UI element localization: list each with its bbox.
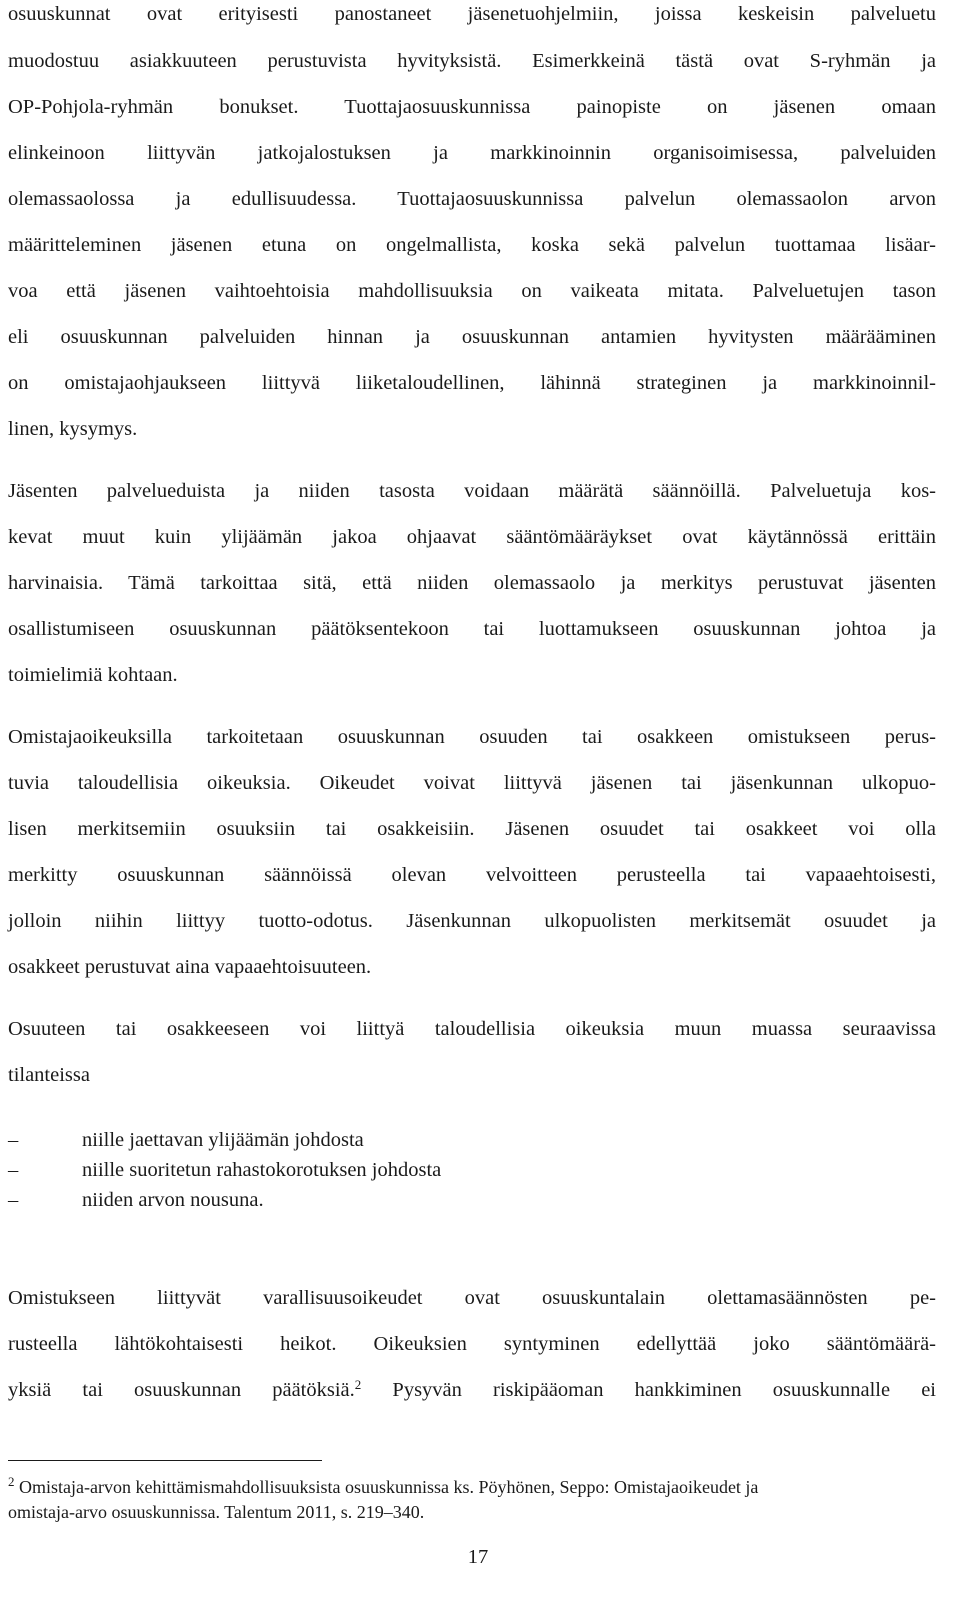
text-line: Osuuteen tai osakkeeseen voi liittyä taloudellisia oikeuksia muun muassa seuraavissa: [8, 1018, 936, 1040]
text-line: määritteleminen jäsenen etuna on ongelmallista, koska sekä palvelun tuottamaa lisäar-: [8, 234, 936, 256]
text-line: merkitty osuuskunnan säännöissä olevan velvoitteen perusteella tai vapaaehtoisesti,: [8, 864, 936, 886]
footnote-line: [8, 1476, 936, 1498]
list-item: [8, 1128, 608, 1152]
list-item-text: niiden arvon nousuna.: [82, 1189, 264, 1211]
dash-marker: –: [8, 1189, 19, 1211]
text-line: lisen merkitsemiin osuuksiin tai osakkeisiin. Jäsenen osuudet tai osakkeet voi olla: [8, 818, 936, 840]
footnote-text: Omistaja-arvon kehittämismahdollisuuksista osuuskunnissa ks. Pöyhönen, Seppo: Omistajaoikeudet ja: [14, 1477, 759, 1497]
text-line: Omistajaoikeuksilla tarkoitetaan osuuskunnan osuuden tai osakkeen omistukseen perus-: [8, 726, 936, 748]
text-line: [8, 1378, 936, 1402]
text-line: on omistajaohjaukseen liittyvä liiketaloudellinen, lähinnä strateginen ja markkinoinnil-: [8, 372, 936, 394]
dash-marker: –: [8, 1159, 19, 1181]
text-line: kevat muut kuin ylijäämän jakoa ohjaavat sääntömääräykset ovat käytännössä erittäin: [8, 526, 936, 548]
text-segment: yksiä tai osuuskunnan päätöksiä.: [8, 1379, 355, 1401]
text-line: osakkeet perustuvat aina vapaaehtoisuuteen.: [8, 956, 372, 978]
footnote-separator: [8, 1460, 322, 1461]
list-item-text: niille jaettavan ylijäämän johdosta: [82, 1129, 364, 1151]
footnote-line: omistaja-arvo osuuskunnissa. Talentum 2011, s. 219–340.: [8, 1502, 425, 1522]
text-line: Jäsenten palvelueduista ja niiden tasosta voidaan määrätä säännöillä. Palveluetuja kos-: [8, 480, 936, 502]
dash-marker: –: [8, 1129, 19, 1151]
text-line: Omistukseen liittyvät varallisuusoikeudet ovat osuuskuntalain olettamasäännösten pe-: [8, 1287, 936, 1309]
text-line: jolloin niihin liittyy tuotto-odotus. Jäsenkunnan ulkopuolisten merkitsemät osuudet ja: [8, 910, 936, 932]
text-line: muodostuu asiakkuuteen perustuvista hyvityksistä. Esimerkkeinä tästä ovat S-ryhmän ja: [8, 50, 936, 72]
text-line: toimielimiä kohtaan.: [8, 664, 178, 686]
text-line: eli osuuskunnan palveluiden hinnan ja osuuskunnan antamien hyvitysten määrääminen: [8, 326, 936, 348]
page-number: 17: [467, 1546, 489, 1568]
text-line: rusteella lähtökohtaisesti heikot. Oikeuksien syntyminen edellyttää joko sääntömäärä-: [8, 1333, 936, 1355]
text-line: linen, kysymys.: [8, 418, 138, 440]
footnote-marker: 2: [8, 1474, 15, 1489]
text-line: tuvia taloudellisia oikeuksia. Oikeudet voivat liittyvä jäsenen tai jäsenkunnan ulkopuo-: [8, 772, 936, 794]
text-line: voa että jäsenen vaihtoehtoisia mahdollisuuksia on vaikeata mitata. Palveluetujen tason: [8, 280, 936, 302]
footnote-reference[interactable]: 2: [354, 1377, 362, 1392]
text-line: elinkeinoon liittyvän jatkojalostuksen ja markkinoinnin organisoimisessa, palveluiden: [8, 142, 936, 164]
text-line: osuuskunnat ovat erityisesti panostaneet jäsenetuohjelmiin, joissa keskeisin palveluetu: [8, 3, 936, 25]
text-line: tilanteissa: [8, 1064, 90, 1086]
list-item: [8, 1188, 608, 1212]
text-line: OP-Pohjola-ryhmän bonukset. Tuottajaosuuskunnissa painopiste on jäsenen omaan: [8, 96, 936, 118]
text-line: olemassaolossa ja edullisuudessa. Tuottajaosuuskunnissa palvelun olemassaolon arvon: [8, 188, 936, 210]
text-line: osallistumiseen osuuskunnan päätöksentekoon tai luottamukseen osuuskunnan johtoa ja: [8, 618, 936, 640]
list-item-text: niille suoritetun rahastokorotuksen johdosta: [82, 1159, 442, 1181]
text-segment: Pysyvän riskipääoman hankkiminen osuuskunnalle ei: [361, 1379, 937, 1401]
text-line: harvinaisia. Tämä tarkoittaa sitä, että niiden olemassaolo ja merkitys perustuvat jäsenten: [8, 572, 936, 594]
list-item: [8, 1158, 608, 1182]
